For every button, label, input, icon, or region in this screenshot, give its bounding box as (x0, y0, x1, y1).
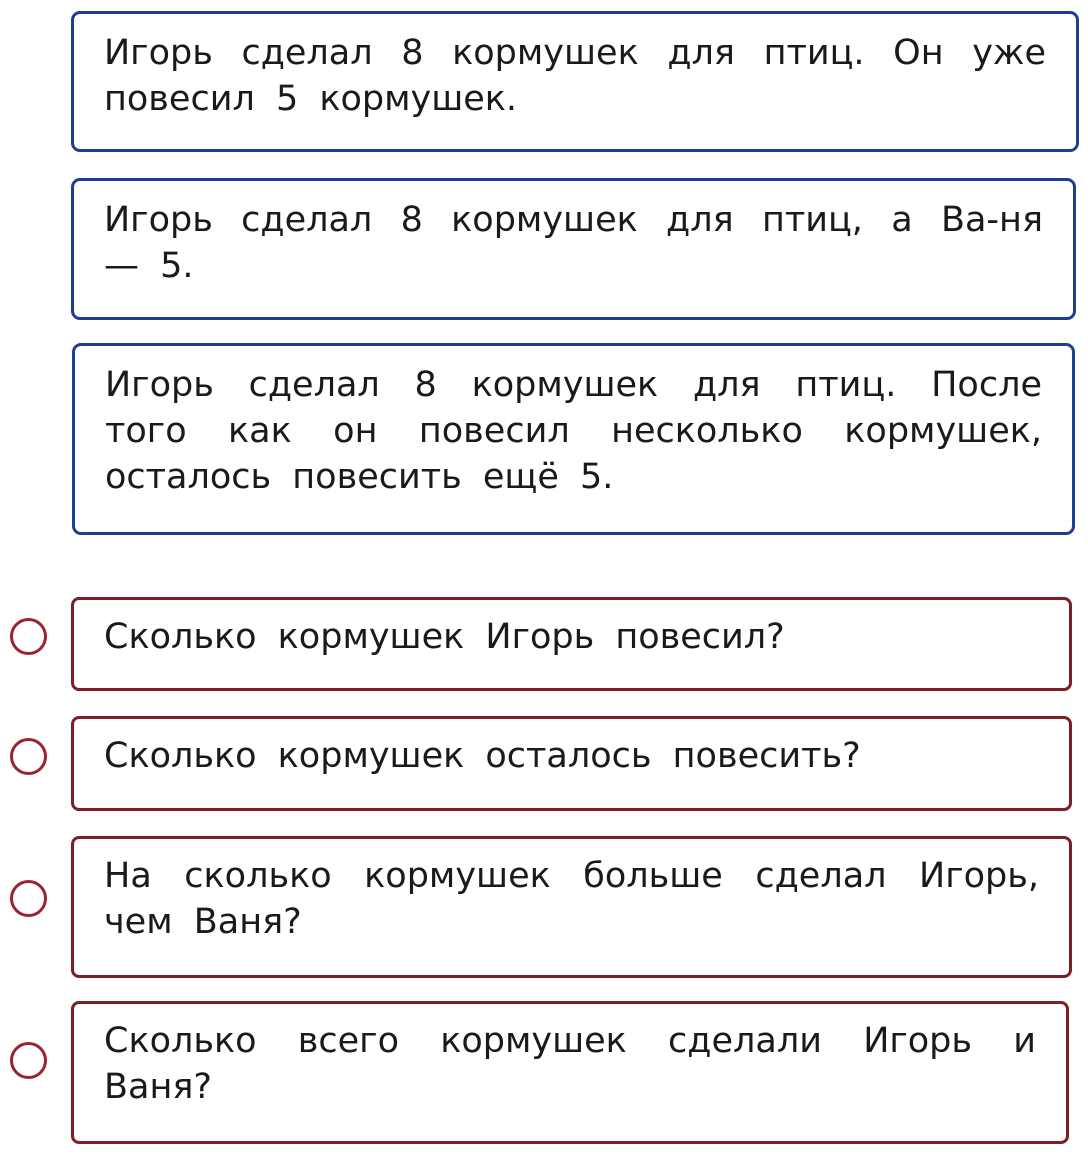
question-box-1 (71, 597, 1072, 691)
problem-text-2: Игорь сделал 8 кормушек для птиц, а Ва-ня — 5. (104, 200, 1043, 286)
problem-box-2 (71, 178, 1076, 320)
question-box-3 (71, 836, 1072, 978)
answer-circle-1[interactable] (10, 618, 47, 655)
answer-circle-4[interactable] (10, 1042, 47, 1079)
problem-text-3: Игорь сделал 8 кормушек для птиц. После того как он повесил несколько кормушек, осталось повесить ещё 5. (105, 365, 1042, 497)
problem-box-3 (72, 343, 1075, 535)
question-text-2: Сколько кормушек осталось повесить? (104, 736, 861, 776)
problem-box-1 (71, 11, 1079, 152)
question-box-4 (71, 1001, 1069, 1144)
problem-text-1: Игорь сделал 8 кормушек для птиц. Он уже повесил 5 кормушек. (104, 33, 1046, 119)
question-text-3: На сколько кормушек больше сделал Игорь, чем Ваня? (104, 856, 1039, 942)
question-text-4: Сколько всего кормушек сделали Игорь и Ваня? (104, 1021, 1036, 1107)
question-box-2 (71, 716, 1072, 811)
answer-circle-3[interactable] (10, 880, 47, 917)
question-text-1: Сколько кормушек Игорь повесил? (104, 617, 785, 657)
answer-circle-2[interactable] (10, 738, 47, 775)
